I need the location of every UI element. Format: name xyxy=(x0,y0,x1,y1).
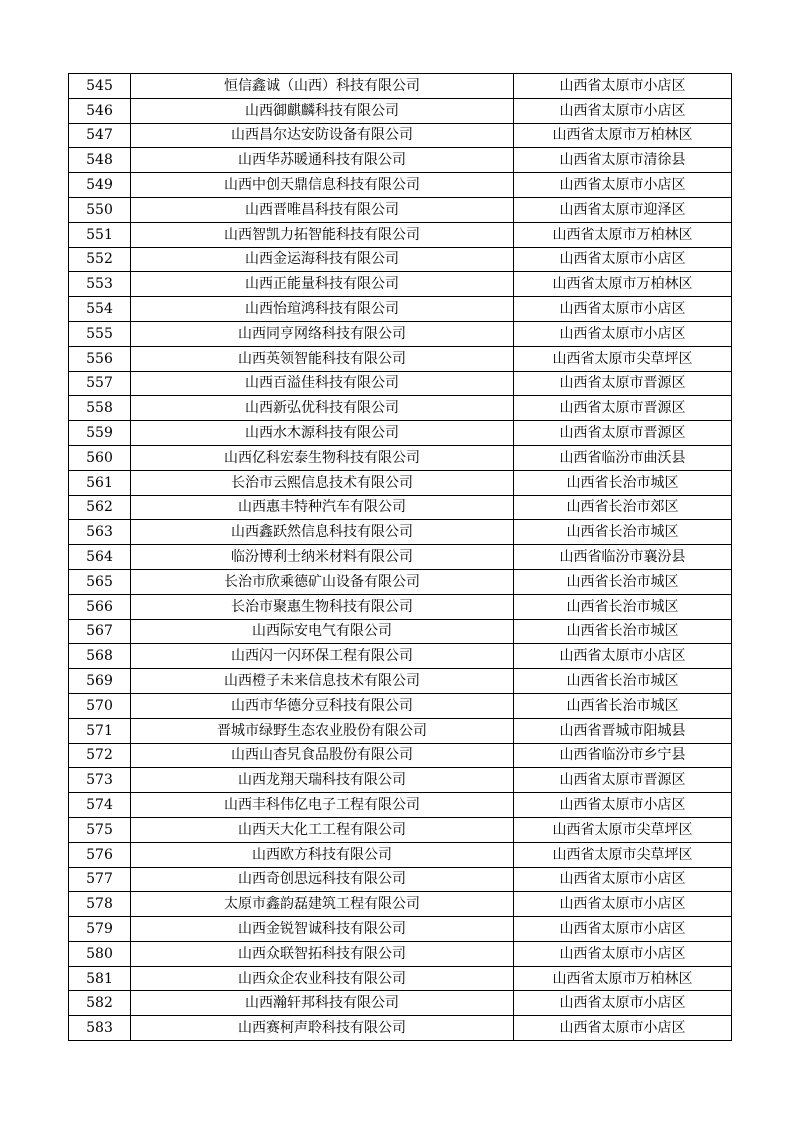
company-name-cell: 山西山杳旯食品股份有限公司 xyxy=(131,743,514,768)
region-cell: 山西省太原市万柏林区 xyxy=(514,272,732,297)
region-cell: 山西省太原市尖草坪区 xyxy=(514,817,732,842)
row-number-cell: 566 xyxy=(69,594,131,619)
company-name-cell: 恒信鑫诚（山西）科技有限公司 xyxy=(131,74,514,99)
row-number-cell: 583 xyxy=(69,1016,131,1041)
company-name-cell: 山西昌尔达安防设备有限公司 xyxy=(131,123,514,148)
row-number-cell: 555 xyxy=(69,321,131,346)
region-cell: 山西省临汾市曲沃县 xyxy=(514,445,732,470)
company-name-cell: 山西欧方科技有限公司 xyxy=(131,842,514,867)
table-row xyxy=(69,421,732,446)
row-number-cell: 574 xyxy=(69,793,131,818)
company-name-cell: 山西丰科伟亿电子工程有限公司 xyxy=(131,793,514,818)
row-number-cell: 569 xyxy=(69,669,131,694)
region-cell: 山西省长治市城区 xyxy=(514,594,732,619)
table-row xyxy=(69,619,732,644)
region-cell: 山西省太原市小店区 xyxy=(514,321,732,346)
row-number-cell: 563 xyxy=(69,520,131,545)
region-cell: 山西省太原市小店区 xyxy=(514,644,732,669)
region-cell: 山西省太原市尖草坪区 xyxy=(514,346,732,371)
table-row xyxy=(69,768,732,793)
company-name-cell: 太原市鑫韵磊建筑工程有限公司 xyxy=(131,892,514,917)
row-number-cell: 552 xyxy=(69,247,131,272)
row-number-cell: 557 xyxy=(69,371,131,396)
region-cell: 山西省长治市城区 xyxy=(514,569,732,594)
table-row xyxy=(69,371,732,396)
company-name-cell: 山西闪一闪环保工程有限公司 xyxy=(131,644,514,669)
row-number-cell: 577 xyxy=(69,867,131,892)
table-row xyxy=(69,74,732,99)
row-number-cell: 568 xyxy=(69,644,131,669)
table-row xyxy=(69,123,732,148)
table-row xyxy=(69,272,732,297)
table-row xyxy=(69,520,732,545)
company-name-cell: 山西奇创思远科技有限公司 xyxy=(131,867,514,892)
row-number-cell: 549 xyxy=(69,173,131,198)
row-number-cell: 579 xyxy=(69,917,131,942)
table-row xyxy=(69,470,732,495)
table-body xyxy=(69,74,732,1041)
region-cell: 山西省长治市城区 xyxy=(514,619,732,644)
company-name-cell: 山西众联智拓科技有限公司 xyxy=(131,941,514,966)
table-row xyxy=(69,693,732,718)
table-row xyxy=(69,718,732,743)
table-row xyxy=(69,892,732,917)
table-row xyxy=(69,445,732,470)
company-name-cell: 山西橙子未来信息技术有限公司 xyxy=(131,669,514,694)
table-row xyxy=(69,669,732,694)
region-cell: 山西省太原市清徐县 xyxy=(514,148,732,173)
table-row xyxy=(69,743,732,768)
table-row xyxy=(69,98,732,123)
table-row xyxy=(69,321,732,346)
table-row xyxy=(69,867,732,892)
row-number-cell: 573 xyxy=(69,768,131,793)
region-cell: 山西省长治市城区 xyxy=(514,693,732,718)
row-number-cell: 546 xyxy=(69,98,131,123)
row-number-cell: 565 xyxy=(69,569,131,594)
row-number-cell: 582 xyxy=(69,991,131,1016)
row-number-cell: 559 xyxy=(69,421,131,446)
region-cell: 山西省太原市小店区 xyxy=(514,941,732,966)
region-cell: 山西省长治市城区 xyxy=(514,470,732,495)
table-row xyxy=(69,594,732,619)
region-cell: 山西省太原市小店区 xyxy=(514,297,732,322)
table-row xyxy=(69,197,732,222)
table-row xyxy=(69,991,732,1016)
row-number-cell: 556 xyxy=(69,346,131,371)
company-list-table xyxy=(68,73,732,1041)
row-number-cell: 558 xyxy=(69,396,131,421)
company-name-cell: 山西百溢佳科技有限公司 xyxy=(131,371,514,396)
table-row xyxy=(69,644,732,669)
region-cell: 山西省太原市小店区 xyxy=(514,793,732,818)
table-row xyxy=(69,817,732,842)
company-name-cell: 山西际安电气有限公司 xyxy=(131,619,514,644)
row-number-cell: 580 xyxy=(69,941,131,966)
company-name-cell: 山西亿科宏泰生物科技有限公司 xyxy=(131,445,514,470)
company-name-cell: 山西龙翔天瑞科技有限公司 xyxy=(131,768,514,793)
region-cell: 山西省临汾市襄汾县 xyxy=(514,545,732,570)
table-row xyxy=(69,173,732,198)
region-cell: 山西省太原市万柏林区 xyxy=(514,222,732,247)
company-name-cell: 山西新弘优科技有限公司 xyxy=(131,396,514,421)
company-name-cell: 山西惠丰特种汽车有限公司 xyxy=(131,495,514,520)
row-number-cell: 548 xyxy=(69,148,131,173)
company-name-cell: 山西中创天鼎信息科技有限公司 xyxy=(131,173,514,198)
company-name-cell: 长治市聚惠生物科技有限公司 xyxy=(131,594,514,619)
table-row xyxy=(69,842,732,867)
company-name-cell: 山西赛柯声聆科技有限公司 xyxy=(131,1016,514,1041)
region-cell: 山西省长治市城区 xyxy=(514,520,732,545)
region-cell: 山西省太原市晋源区 xyxy=(514,768,732,793)
company-name-cell: 山西晋唯昌科技有限公司 xyxy=(131,197,514,222)
company-name-cell: 山西华苏暖通科技有限公司 xyxy=(131,148,514,173)
row-number-cell: 567 xyxy=(69,619,131,644)
region-cell: 山西省太原市小店区 xyxy=(514,1016,732,1041)
row-number-cell: 554 xyxy=(69,297,131,322)
row-number-cell: 553 xyxy=(69,272,131,297)
row-number-cell: 547 xyxy=(69,123,131,148)
company-name-cell: 临汾博利士纳米材料有限公司 xyxy=(131,545,514,570)
company-name-cell: 长治市欣乘德矿山设备有限公司 xyxy=(131,569,514,594)
row-number-cell: 570 xyxy=(69,693,131,718)
company-name-cell: 山西瀚轩邦科技有限公司 xyxy=(131,991,514,1016)
company-name-cell: 山西水木源科技有限公司 xyxy=(131,421,514,446)
row-number-cell: 578 xyxy=(69,892,131,917)
table-row xyxy=(69,941,732,966)
region-cell: 山西省太原市小店区 xyxy=(514,173,732,198)
region-cell: 山西省长治市城区 xyxy=(514,669,732,694)
row-number-cell: 564 xyxy=(69,545,131,570)
region-cell: 山西省太原市晋源区 xyxy=(514,421,732,446)
row-number-cell: 571 xyxy=(69,718,131,743)
company-name-cell: 山西正能量科技有限公司 xyxy=(131,272,514,297)
region-cell: 山西省太原市万柏林区 xyxy=(514,966,732,991)
table-row xyxy=(69,297,732,322)
row-number-cell: 576 xyxy=(69,842,131,867)
row-number-cell: 550 xyxy=(69,197,131,222)
region-cell: 山西省太原市小店区 xyxy=(514,98,732,123)
region-cell: 山西省太原市小店区 xyxy=(514,892,732,917)
row-number-cell: 561 xyxy=(69,470,131,495)
company-name-cell: 山西御麒麟科技有限公司 xyxy=(131,98,514,123)
table-row xyxy=(69,346,732,371)
region-cell: 山西省临汾市乡宁县 xyxy=(514,743,732,768)
table-row xyxy=(69,545,732,570)
company-name-cell: 山西天大化工工程有限公司 xyxy=(131,817,514,842)
region-cell: 山西省太原市小店区 xyxy=(514,917,732,942)
company-name-cell: 山西金锐智诚科技有限公司 xyxy=(131,917,514,942)
region-cell: 山西省太原市小店区 xyxy=(514,74,732,99)
company-name-cell: 晋城市绿野生态农业股份有限公司 xyxy=(131,718,514,743)
row-number-cell: 545 xyxy=(69,74,131,99)
company-name-cell: 长治市云熙信息技术有限公司 xyxy=(131,470,514,495)
row-number-cell: 562 xyxy=(69,495,131,520)
table-row xyxy=(69,1016,732,1041)
company-name-cell: 山西怡瑄鸿科技有限公司 xyxy=(131,297,514,322)
table-row xyxy=(69,222,732,247)
company-name-cell: 山西智凯力拓智能科技有限公司 xyxy=(131,222,514,247)
region-cell: 山西省太原市万柏林区 xyxy=(514,123,732,148)
row-number-cell: 572 xyxy=(69,743,131,768)
table-row xyxy=(69,569,732,594)
company-name-cell: 山西金运海科技有限公司 xyxy=(131,247,514,272)
row-number-cell: 551 xyxy=(69,222,131,247)
company-name-cell: 山西鑫跃然信息科技有限公司 xyxy=(131,520,514,545)
company-name-cell: 山西众企农业科技有限公司 xyxy=(131,966,514,991)
table-row xyxy=(69,495,732,520)
row-number-cell: 560 xyxy=(69,445,131,470)
table-row xyxy=(69,793,732,818)
table-row xyxy=(69,247,732,272)
company-name-cell: 山西市华德分豆科技有限公司 xyxy=(131,693,514,718)
region-cell: 山西省晋城市阳城县 xyxy=(514,718,732,743)
company-name-cell: 山西同亨网络科技有限公司 xyxy=(131,321,514,346)
region-cell: 山西省太原市小店区 xyxy=(514,867,732,892)
company-name-cell: 山西英领智能科技有限公司 xyxy=(131,346,514,371)
region-cell: 山西省太原市小店区 xyxy=(514,247,732,272)
row-number-cell: 581 xyxy=(69,966,131,991)
row-number-cell: 575 xyxy=(69,817,131,842)
region-cell: 山西省长治市郊区 xyxy=(514,495,732,520)
table-row xyxy=(69,966,732,991)
region-cell: 山西省太原市晋源区 xyxy=(514,396,732,421)
region-cell: 山西省太原市小店区 xyxy=(514,991,732,1016)
region-cell: 山西省太原市迎泽区 xyxy=(514,197,732,222)
table-row xyxy=(69,396,732,421)
table-row xyxy=(69,917,732,942)
region-cell: 山西省太原市晋源区 xyxy=(514,371,732,396)
region-cell: 山西省太原市尖草坪区 xyxy=(514,842,732,867)
table-row xyxy=(69,148,732,173)
